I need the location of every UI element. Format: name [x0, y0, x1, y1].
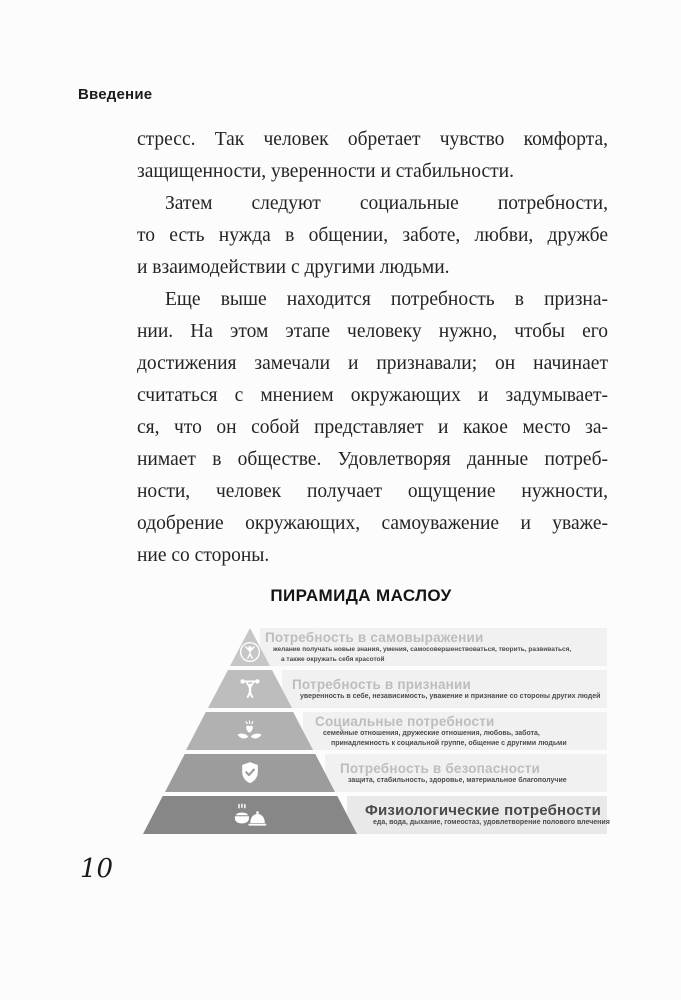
body-line: ние со стороны.	[137, 545, 270, 566]
person-arms-raised-icon	[239, 641, 261, 663]
level-title: Физиологические потребности	[365, 801, 601, 819]
body-line: Затем следуют социальные потребности,	[165, 193, 608, 214]
body-line: нии. На этом этапе человеку нужно, чтобы его	[137, 321, 608, 342]
level-description: защита, стабильность, здоровье, материальное благополучие	[348, 776, 567, 784]
maslow-pyramid-diagram	[135, 628, 610, 834]
body-line: и взаимодействии с другими людьми.	[137, 257, 450, 278]
weightlifter-icon	[237, 676, 263, 702]
level-text	[265, 628, 571, 666]
body-line: достижения замечали и признавали; он начинает	[137, 353, 608, 374]
level-description: еда, вода, дыхание, гомеостаз, удовлетворение полового влечения	[373, 818, 610, 826]
level-description: уверенность в себе, независимость, уважение и признание со стороны других людей	[300, 692, 601, 700]
shield-check-icon	[237, 759, 263, 787]
body-line: считаться с мнением окружающих и задумывает-	[137, 385, 608, 406]
level-description: а также окружать себя красотой	[281, 655, 385, 663]
level-description: принадлежность к социальной группе, общение с другими людьми	[331, 739, 567, 747]
diagram-title: ПИРАМИДА МАСЛОУ	[270, 586, 452, 605]
level-text	[365, 796, 610, 834]
level-title: Социальные потребности	[315, 714, 495, 729]
page-number: 10	[80, 854, 114, 884]
level-text	[340, 754, 567, 792]
food-dishes-icon	[231, 803, 267, 829]
level-title: Потребность в безопасности	[340, 760, 541, 776]
body-line: стресс. Так человек обретает чувство комфорта,	[137, 129, 608, 150]
body-line: Еще выше находится потребность в призна-	[165, 289, 608, 310]
level-description: семейные отношения, дружеские отношения, любовь, забота,	[323, 730, 540, 737]
body-line: нимает в обществе. Удовлетворяя данные потреб-	[137, 449, 608, 470]
body-line: защищенности, уверенности и стабильности.	[137, 161, 514, 182]
hands-holding-heart-icon	[235, 718, 264, 744]
level-title: Потребность в признании	[292, 676, 472, 692]
pyramid-level-physiological	[135, 796, 610, 834]
chapter-header: Введение	[78, 86, 153, 103]
pyramid-level-safety	[135, 754, 607, 792]
body-line: ности, человек получает ощущение нужности,	[137, 481, 608, 502]
pyramid-level-self-expression	[135, 628, 607, 666]
body-line: одобрение окружающих, самоуважение и уваже-	[137, 513, 608, 534]
body-text	[137, 124, 608, 572]
level-description: желание получать новые знания, умения, самосовершенствоваться, творить, развиваться,	[273, 646, 572, 653]
pyramid-level-recognition	[135, 670, 607, 708]
level-text	[315, 712, 567, 750]
pyramid-level-social	[135, 712, 607, 750]
level-title: Потребность в самовыражении	[265, 630, 484, 645]
level-text	[292, 670, 600, 708]
body-line: ся, что он собой представляет и какое место за-	[137, 417, 608, 438]
body-line: то есть нужда в общении, заботе, любви, дружбе	[137, 225, 608, 246]
